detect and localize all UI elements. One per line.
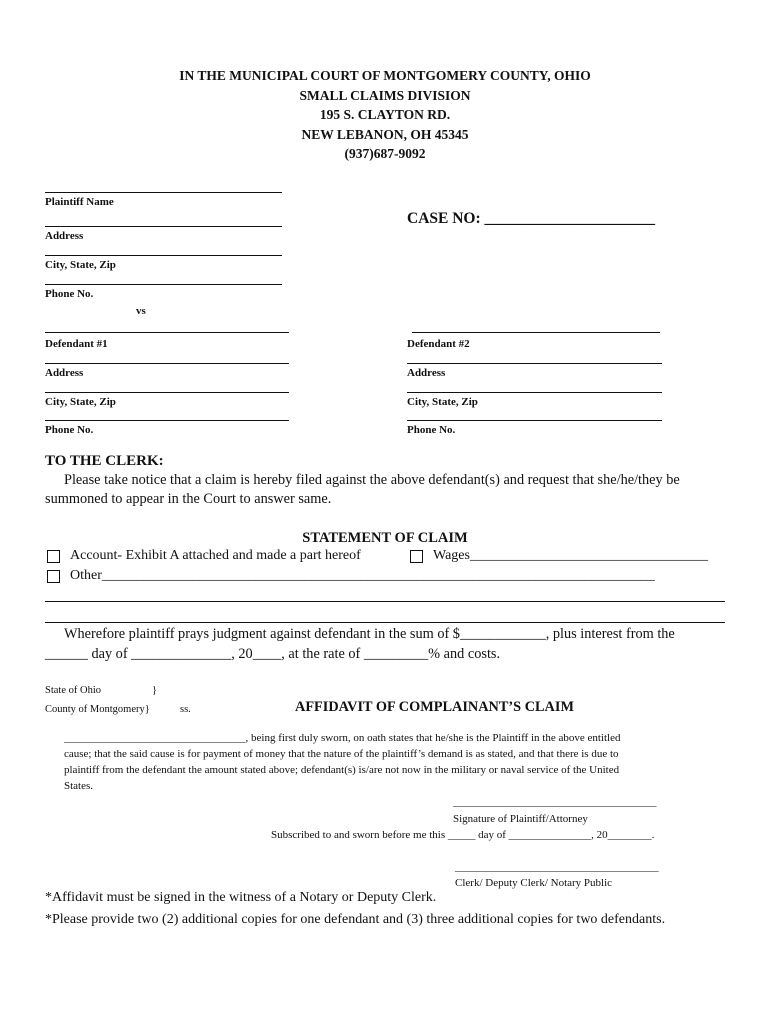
other-checkbox[interactable] [47,570,60,583]
defendant1-city-line[interactable] [45,392,289,393]
court-street: 195 S. CLAYTON RD. [319,107,451,122]
defendant2-city-label: City, State, Zip [407,396,478,408]
note-affidavit: *Affidavit must be signed in the witness of a Notary or Deputy Clerk. [45,890,437,905]
venue-state: State of Ohio [45,685,101,696]
plaintiff-city-line[interactable] [45,255,282,256]
venue-ss: ss. [180,704,191,715]
account-checkbox[interactable] [47,550,60,563]
affidavit-line4: States. [64,780,94,792]
plaintiff-phone-line[interactable] [45,284,282,285]
affidavit-line3: plaintiff from the defendant the amount stated above; defendant(s) is/are not now in the military or naval service of the United [64,764,620,776]
wages-field[interactable]: Wages__________________________________ [433,548,708,563]
wherefore-line1: Wherefore plaintiff prays judgment against defendant in the sum of $____________, plus interest from the [64,626,675,642]
defendant1-address-label: Address [45,367,84,379]
to-clerk-heading: TO THE CLERK: [45,453,164,469]
defendant2-name-line[interactable] [412,332,660,333]
signature-line[interactable]: _____________________________________ [453,796,657,808]
affidavit-line1: _________________________________, being first duly sworn, on oath states that he/she is the Plaintiff in the above entitled [64,732,621,744]
wages-checkbox[interactable] [410,550,423,563]
other-field[interactable]: Other_______________________________________________________________________________ [70,568,655,583]
court-phone: (937)687-9092 [344,146,426,161]
to-clerk-line1: Please take notice that a claim is hereby filed against the above defendant(s) and request that she/he/they be [64,472,680,488]
account-label: Account- Exhibit A attached and made a part hereof [70,548,361,563]
defendant2-address-label: Address [407,367,446,379]
subscribed-line: Subscribed to and sworn before me this _____ day of _______________, 20________. [271,829,655,841]
venue-state-brace: } [152,685,158,696]
defendant1-phone-label: Phone No. [45,424,94,436]
defendant2-address-line[interactable] [407,363,662,364]
court-city: NEW LEBANON, OH 45345 [301,126,469,142]
case-number-field[interactable]: CASE NO: ______________________ [407,210,656,227]
affidavit-line2: cause; that the said cause is for payment of money that the nature of the plaintiff’s demand is as stated, and that there is due to [64,748,619,760]
division-name: SMALL CLAIMS DIVISION [299,87,471,103]
vs-label: vs [136,305,146,317]
plaintiff-city-label: City, State, Zip [45,259,116,271]
defendant1-name-line[interactable] [45,332,289,333]
court-name: IN THE MUNICIPAL COURT OF MONTGOMERY COUNTY, OHIO [179,68,591,83]
defendant1-phone-line[interactable] [45,420,289,421]
plaintiff-address-label: Address [45,230,84,242]
venue-county: County of Montgomery} [45,704,150,715]
defendant2-phone-label: Phone No. [407,424,456,436]
plaintiff-name-line[interactable] [45,192,282,193]
clerk-signature-label: Clerk/ Deputy Clerk/ Notary Public [455,877,613,889]
claim-line-1[interactable] [45,601,725,602]
claim-line-2[interactable] [45,622,725,623]
note-copies: *Please provide two (2) additional copies for one defendant and (3) three additional copies for two defendants. [45,912,666,927]
defendant1-name-label: Defendant #1 [45,338,108,350]
plaintiff-address-line[interactable] [45,226,282,227]
court-header [0,66,770,164]
clerk-signature-line[interactable]: _____________________________________ [455,861,659,873]
defendant1-city-label: City, State, Zip [45,396,116,408]
affidavit-heading: AFFIDAVIT OF COMPLAINANT’S CLAIM [295,699,574,715]
defendant2-phone-line[interactable] [407,420,662,421]
signature-label: Signature of Plaintiff/Attorney [453,813,588,825]
defendant2-city-line[interactable] [407,392,662,393]
to-clerk-line2: summoned to appear in the Court to answer same. [45,491,332,507]
wherefore-line2: ______ day of ______________, 20____, at the rate of _________% and costs. [45,646,501,662]
statement-heading: STATEMENT OF CLAIM [302,530,468,546]
defendant1-address-line[interactable] [45,363,289,364]
defendant2-name-label: Defendant #2 [407,338,470,350]
plaintiff-phone-label: Phone No. [45,288,94,300]
plaintiff-name-label: Plaintiff Name [45,196,114,208]
